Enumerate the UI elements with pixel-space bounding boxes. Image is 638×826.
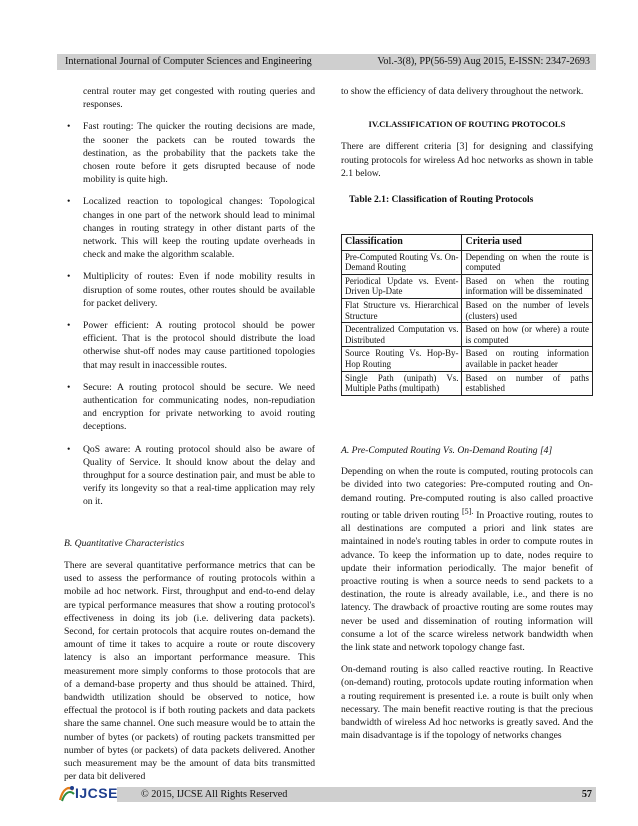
journal-name: International Journal of Computer Sciences and Engineering [65, 56, 312, 67]
table-cell: Based on how (or where) a route is computed [462, 323, 593, 347]
table-caption: Table 2.1: Classification of Routing Protocols [349, 194, 534, 206]
subsection-heading: A. Pre-Computed Routing Vs. On-Demand Routing [4] [341, 445, 553, 456]
right-column-lower [341, 444, 593, 742]
list-item: • Multiplicity of routes: Even if node mobility results in disruption of some routes, other routes should be available for packet delivery. [67, 271, 315, 309]
continued-text: to show the efficiency of data delivery throughout the network. [341, 86, 584, 97]
list-item: • Power efficient: A routing protocol should be power efficient. That is the protocol should distribute the load otherwise shut-off nodes may cause partitioned topologies that may result in inaccessible routes. [67, 320, 315, 371]
list-item: • Localized reaction to topological changes: Topological changes in one part of the network should lead to minimal changes in routing strategy in other distant parts of the network. This will keep the routing update overheads in check and make the algorithm scalable. [67, 196, 315, 261]
bullet-icon: • [67, 443, 71, 455]
list-item: • Secure: A routing protocol should be secure. We need authentication for communicating nodes, non-repudiation and encryption for private networking to avoid routing deceptions. [67, 381, 315, 433]
paragraph: On-demand routing is also called reactive routing. In Reactive (on-demand) routing, protocols update routing information when a routing requirement is presented i.e. a route is built only when necessary. The main benefit reactive routing is that the precious bandwidth of wireless Ad hoc networks is greatly saved. And the main disadvantage is if the topology of networks changes [341, 664, 593, 742]
table-cell: Based on number of paths established [462, 371, 593, 395]
table-cell: Based on routing information available in packet header [462, 347, 593, 371]
table-cell: Decentralized Computation vs. Distributed [342, 323, 462, 347]
paragraph: There are several quantitative performance metrics that can be used to assess the performance of routing protocols within a mobile ad hoc network. First, throughput and end-to-end delay are typical performance measures that show a routing protocol's effectiveness in doing its job (i.e. delivering data packets). Second, for certain protocols that acquire routes on-demand the amount of time it takes to acquire a route or route discovery latency is also an important performance measure. This measurement more simply conforms to those protocols that are of a demand-base property and thus should be attained. Third, bandwidth utilization should be observed to notice, how effectual the protocol is if both routing packets and data packets share the same channel. One such measure would be to attain the number of bytes (or packets) of routing packets transmitted per number of bytes (or packets) of data packets delivered. Another such measurement may be the amount of data bits transmitted per data bit delivered [64, 559, 315, 783]
table-cell: Flat Structure vs. Hierarchical Structure [342, 298, 462, 322]
paragraph: Depending on when the route is computed, routing protocols can be divided into two categories: Pre-computed routing and On-demand routing. Pre-computed routing is also called proactive routing or table driven routing $^{[5].}$ In Proactive routing, routes to all destinations are computed a priori and link states are maintained in node's routing tables in order to compute routes in advance. To keep the information up to date, nodes require to update their information periodically. The major benefit of proactive routing is when a source needs to send packets to a destination, the route is already available, i.e., and there is no latency. The drawback of proactive routing are some routes may never be used and dissemination of routing information will consume a lot of the scarce wireless network bandwidth when the link state and network topology change fast. [341, 466, 593, 654]
running-header [57, 54, 596, 70]
table-cell: Based on the number of levels (clusters) used [462, 298, 593, 322]
table-cell: Depending on when the route is computed [462, 250, 593, 274]
table-row [342, 298, 593, 322]
table-row [342, 250, 593, 274]
subsection-heading: B. Quantitative Characteristics [64, 537, 185, 549]
classification-table [341, 234, 593, 396]
bullet-icon: • [67, 320, 71, 332]
table-row [342, 347, 593, 371]
left-column [64, 85, 315, 783]
bullet-icon: • [67, 381, 71, 393]
table-cell: Pre-Computed Routing Vs. On-Demand Routing [342, 250, 462, 274]
table-cell: Periodical Update vs. Event-Driven Up-Date [342, 274, 462, 298]
list-item: • QoS aware: A routing protocol should also be aware of Quality of Service. It should know about the delay and throughput for a source destination pair, and must be able to verify its longevity so that a real-time application may rely on it. [67, 443, 315, 508]
bullet-icon: • [67, 271, 71, 283]
right-column [341, 85, 593, 206]
bullet-icon: • [67, 196, 71, 208]
page-number: 57 [581, 789, 592, 800]
logo-text: IJCSE [75, 785, 118, 801]
logo-swirl-icon [57, 784, 77, 804]
citation: [5]. [462, 506, 474, 516]
table-header: Criteria used [462, 235, 593, 251]
table-cell: Single Path (unipath) Vs. Multiple Paths (multipath) [342, 371, 462, 395]
page-footer [57, 784, 596, 802]
journal-logo [57, 784, 117, 804]
table-header-row [342, 235, 593, 251]
table-row [342, 371, 593, 395]
volume-info: Vol.-3(8), PP(56-59) Aug 2015, E-ISSN: 2347-2693 [377, 56, 590, 67]
list-item: • Fast routing: The quicker the routing decisions are made, the sooner the packets can be routed towards the destination, as the probability that the packets take the chosen route before it gets disrupted because of node mobility is quite high. [67, 121, 315, 186]
continued-text: central router may get congested with routing queries and responses. [83, 86, 315, 111]
table-row [342, 274, 593, 298]
section-heading: IV.CLASSIFICATION OF ROUTING PROTOCOLS [368, 119, 566, 130]
paragraph: There are different criteria [3] for designing and classifying routing protocols for wireless Ad hoc networks as shown in table 2.1 below. [341, 141, 593, 179]
table-cell: Based on when the routing information will be disseminated [462, 274, 593, 298]
bullet-icon: • [67, 121, 71, 133]
copyright: © 2015, IJCSE All Rights Reserved [141, 789, 288, 800]
table-row [342, 323, 593, 347]
table-cell: Source Routing Vs. Hop-By-Hop Routing [342, 347, 462, 371]
table-header: Classification [342, 235, 462, 251]
